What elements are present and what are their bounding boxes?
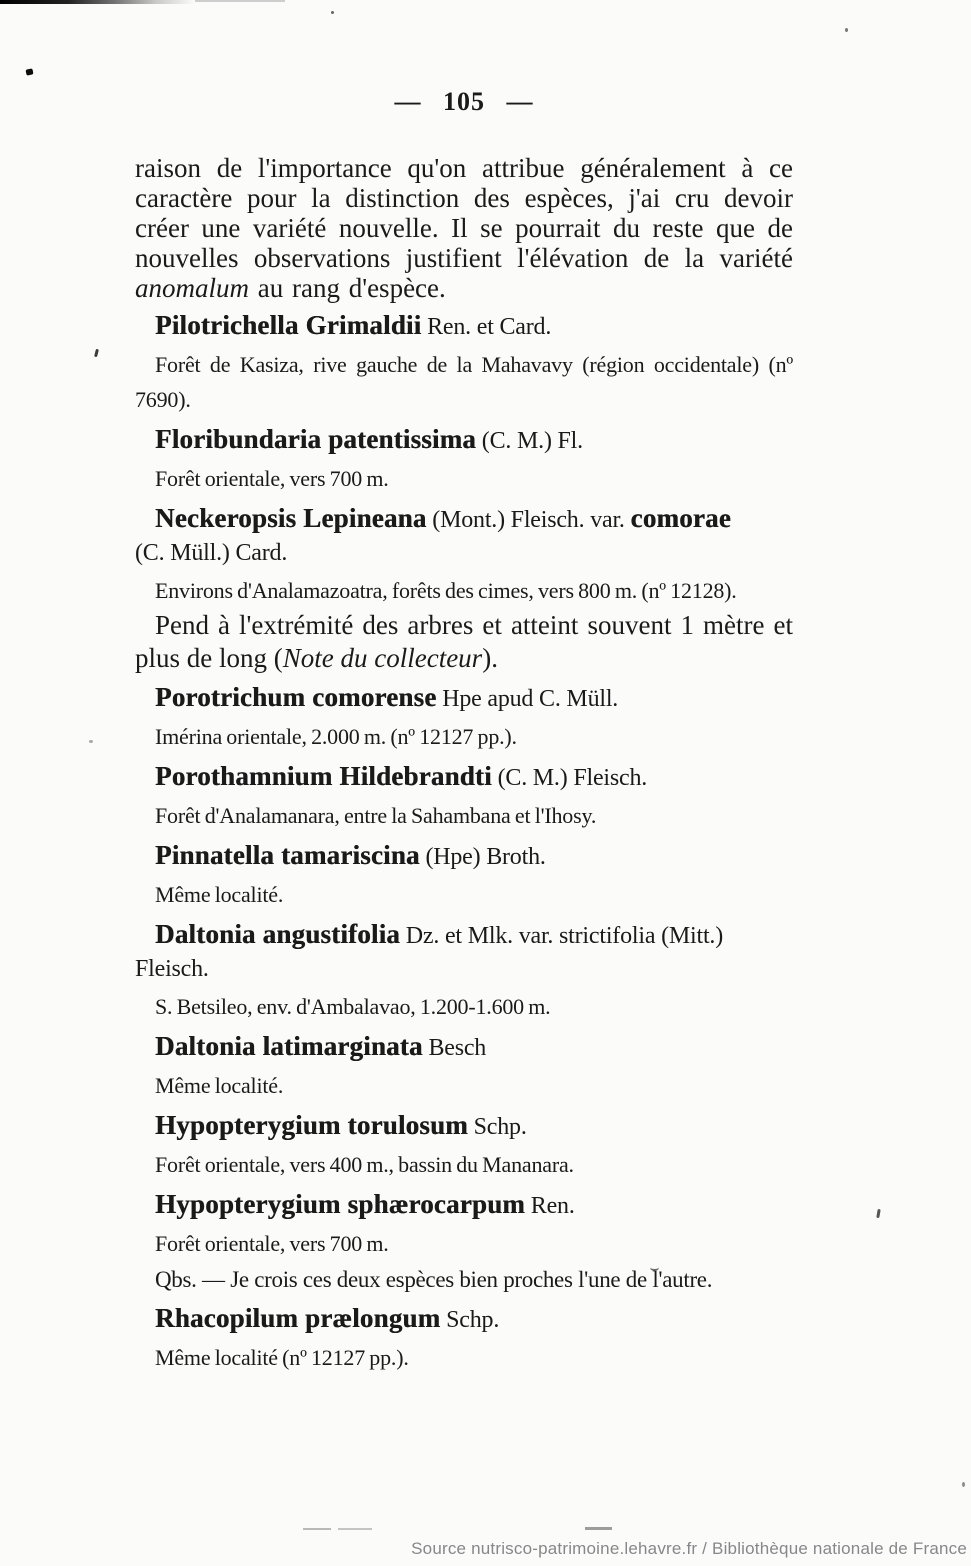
intro-text: au rang d'espèce. <box>249 273 446 303</box>
species-heading <box>135 423 793 458</box>
locality-line: Forêt de Kasiza, rive gauche de la Mahavavy (région occidentale) (nº 7690). <box>135 352 793 412</box>
observation-line: Qbs. — Je crois ces deux espèces bien proches l'une de l'autre. <box>155 1267 713 1292</box>
source-credit: Source nutrisco-patrimoine.lehavre.fr / Bibliothèque nationale de France <box>411 1539 967 1558</box>
note-text: Pend à l'extrémité des arbres et atteint souvent 1 mètre et plus de long ( <box>135 610 793 673</box>
species-name: Porotrichum comorense <box>155 682 437 712</box>
scan-speck <box>89 740 93 743</box>
intro-paragraph <box>135 153 793 303</box>
intro-italic-term: anomalum <box>135 273 249 303</box>
author-citation: Ren. et Card. <box>421 314 552 340</box>
author-citation: Hpe apud C. Müll. <box>436 686 619 712</box>
species-name: Rhacopilum prælongum <box>155 1303 441 1333</box>
species-entry <box>135 918 793 1024</box>
note-text: ). <box>482 643 498 673</box>
note-italic: Note du collecteur <box>282 643 483 673</box>
variety-name: comorae <box>630 503 731 533</box>
author-citation: (C. M.) Fleisch. <box>491 765 648 791</box>
species-entry <box>135 502 793 675</box>
locality-line: Même localité. <box>155 882 284 907</box>
author-citation: (C. Müll.) Card. <box>135 540 288 566</box>
author-citation: Dz. et Mlk. var. strictifolia (Mitt.) <box>400 923 723 949</box>
locality-line: Imérina orientale, 2.000 m. (nº 12127 pp.). <box>155 724 517 749</box>
author-citation: (C. M.) Fl. <box>476 428 583 454</box>
species-name: Daltonia latimarginata <box>155 1031 423 1061</box>
species-entry <box>135 1302 793 1375</box>
page-number: — 105 — <box>394 87 534 116</box>
scan-speck <box>94 349 99 357</box>
locality-line: S. Betsileo, env. d'Ambalavao, 1.200-1.600 m. <box>155 994 551 1019</box>
species-name: Pilotrichella Grimaldii <box>155 310 422 340</box>
intro-text: raison de l'importance qu'on attribue généralement à ce caractère pour la distinction des espèces, j'ai cru devoir créer une variété nouvelle. Il se pourrait du reste que de nouvelles observations justifient l'élévation de la variété <box>135 153 793 273</box>
collector-note <box>135 609 793 675</box>
species-heading <box>135 1188 793 1223</box>
scan-speck <box>962 1482 965 1487</box>
scan-mark <box>303 1528 331 1530</box>
species-heading <box>135 309 793 344</box>
species-entry <box>135 1109 793 1182</box>
species-heading <box>135 918 793 986</box>
scan-mark <box>585 1527 612 1530</box>
species-entry <box>135 681 793 754</box>
species-heading <box>135 502 793 570</box>
text-column <box>135 88 793 1375</box>
author-citation: Schp. <box>467 1114 527 1140</box>
species-name: Hypopterygium torulosum <box>155 1110 468 1140</box>
locality-line: Forêt orientale, vers 400 m., bassin du Mananara. <box>155 1152 574 1177</box>
species-entry <box>135 760 793 833</box>
species-heading <box>135 681 793 716</box>
species-entry <box>135 1188 793 1296</box>
species-heading <box>135 839 793 874</box>
species-name: Porothamnium Hildebrandti <box>155 761 492 791</box>
species-name: Floribundaria patentissima <box>155 424 476 454</box>
locality-line: Forêt orientale, vers 700 m. <box>155 466 389 491</box>
locality-line: Même localité. <box>155 1073 284 1098</box>
species-name: Neckeropsis Lepineana <box>155 503 427 533</box>
species-entry <box>135 839 793 912</box>
author-citation: Besch <box>422 1035 487 1061</box>
locality-line: Forêt orientale, vers 700 m. <box>155 1231 389 1256</box>
scan-smudge <box>195 0 285 2</box>
scan-speck <box>845 28 848 32</box>
scan-speck <box>331 11 334 14</box>
species-entry <box>135 1030 793 1103</box>
species-name: Hypopterygium sphærocarpum <box>155 1189 525 1219</box>
scan-speck <box>25 68 33 75</box>
species-heading <box>135 1030 793 1065</box>
scan-speck <box>876 1209 881 1218</box>
scan-mark <box>338 1528 372 1530</box>
author-citation: Schp. <box>440 1307 500 1333</box>
locality-line: Forêt d'Analamanara, entre la Sahambana et l'Ihosy. <box>155 803 597 828</box>
locality-line: Même localité (nº 12127 pp.). <box>155 1345 409 1370</box>
locality-line: Environs d'Analamazoatra, forêts des cimes, vers 800 m. (nº 12128). <box>155 578 737 603</box>
author-citation: (Hpe) Broth. <box>419 844 546 870</box>
author-citation: Fleisch. <box>135 956 209 982</box>
author-citation: Ren. <box>524 1193 575 1219</box>
species-entry <box>135 309 793 417</box>
species-heading <box>135 1109 793 1144</box>
species-entry <box>135 423 793 496</box>
species-heading <box>135 760 793 795</box>
author-citation: (Mont.) Fleisch. var. <box>426 507 631 533</box>
scan-smudge <box>0 0 195 4</box>
species-name: Pinnatella tamariscina <box>155 840 420 870</box>
species-name: Daltonia angustifolia <box>155 919 400 949</box>
species-heading <box>135 1302 793 1337</box>
